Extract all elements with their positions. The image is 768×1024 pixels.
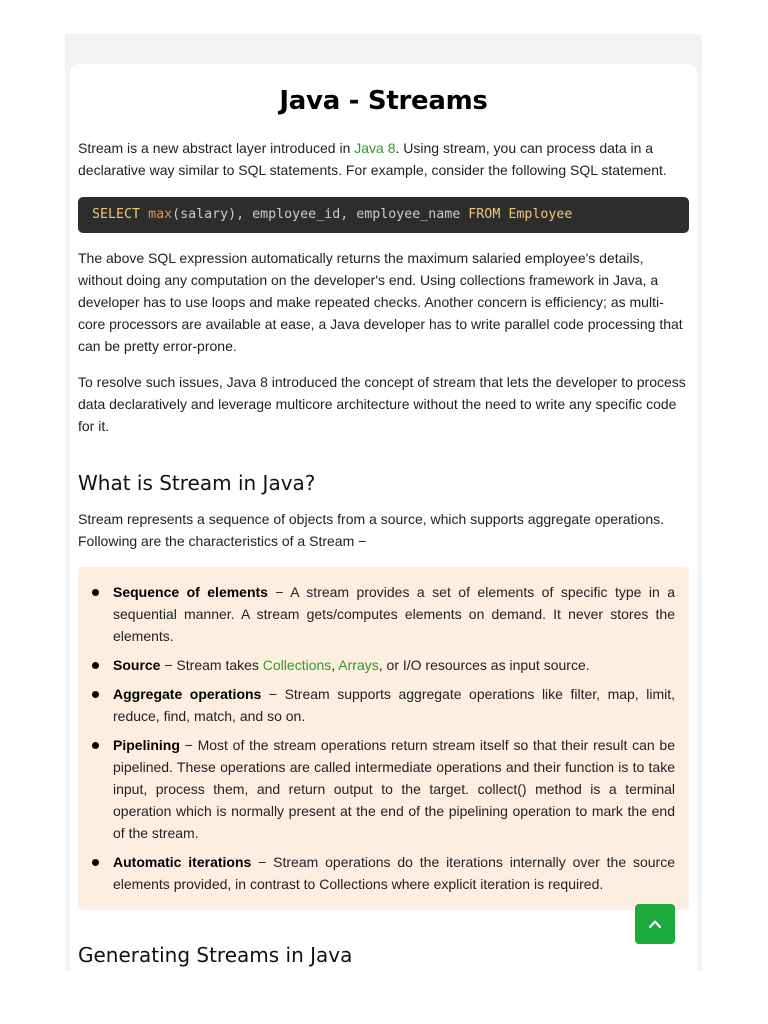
collections-link[interactable]: Collections: [262, 657, 332, 673]
desc-sequence: − A stream provides a set of elements of specific type in a sequential manner. A stream gets/computes elements on demand. It never stores the elements.: [113, 584, 676, 644]
desc-pipelining: − Most of the stream operations return stream itself so that their result can be pipelined. These operations are called intermediate operations and their function is to take input, process them, and return output to the target. collect() method is a terminal operation which is normally present at the end of the pipelining operation to mark the end of the stream.: [113, 737, 675, 841]
scroll-to-top-button[interactable]: [635, 904, 675, 944]
term-source: Source: [113, 657, 161, 673]
list-item-aggregate: [113, 683, 675, 727]
code-function-max: max: [148, 207, 173, 222]
term-aggregate: Aggregate operations: [113, 686, 262, 702]
section-heading-what-is-stream: What is Stream in Java?: [78, 471, 316, 495]
desc-source-end: , or I/O resources as input source.: [378, 657, 590, 673]
term-sequence: Sequence of elements: [113, 584, 268, 600]
java8-solution-paragraph: To resolve such issues, Java 8 introduced the concept of stream that lets the developer to process data declaratively and leverage multicore architecture without the need to write any specific code for it.: [78, 374, 686, 434]
arrays-link[interactable]: Arrays: [338, 657, 379, 673]
characteristics-box: [78, 567, 689, 910]
list-item-source: [113, 654, 675, 676]
list-item-automatic-iterations: [113, 851, 675, 895]
chevron-up-icon: [647, 916, 663, 932]
code-keyword-from: FROM: [468, 207, 501, 222]
intro-paragraph: [78, 137, 689, 181]
sql-code-block: [78, 197, 689, 233]
page-title: Java - Streams: [279, 86, 488, 116]
section-heading-generating-streams: Generating Streams in Java: [78, 943, 353, 967]
list-item-sequence: [113, 581, 675, 647]
desc-source-start: − Stream takes: [160, 657, 263, 673]
desc-automatic-iterations: − Stream operations do the iterations internally over the source elements provided, in contrast to Collections where explicit iteration is required.: [113, 854, 675, 892]
intro-text-start: Stream is a new abstract layer introduced in: [78, 140, 355, 156]
term-pipelining: Pipelining: [113, 737, 180, 753]
code-arguments: (salary), employee_id, employee_name: [172, 207, 469, 222]
term-automatic-iterations: Automatic iterations: [113, 854, 252, 870]
sql-explanation-paragraph: The above SQL expression automatically returns the maximum salaried employee's details, without doing any computation on the developer's end. Using collections framework in Java, a developer has to use loops and make repeated checks. Another concern is efficiency; as multi-core processors are available at ease, a Java developer has to write parallel code processing that can be pretty error-prone.: [78, 250, 683, 354]
desc-source-sep: ,: [331, 657, 339, 673]
stream-definition-paragraph: Stream represents a sequence of objects from a source, which supports aggregate operations. Following are the characteristics of a Stream −: [78, 511, 664, 549]
code-keyword-select: SELECT: [92, 207, 141, 222]
article-card: [70, 64, 697, 971]
intro-text-end: . Using stream, you can process data in a declarative way similar to SQL statements. For example, consider the following SQL statement.: [78, 140, 667, 178]
list-item-pipelining: [113, 734, 675, 844]
code-table-name: Employee: [508, 207, 573, 222]
java8-link[interactable]: Java 8: [354, 140, 396, 156]
desc-aggregate: − Stream supports aggregate operations like filter, map, limit, reduce, find, match, and so on.: [113, 686, 676, 724]
